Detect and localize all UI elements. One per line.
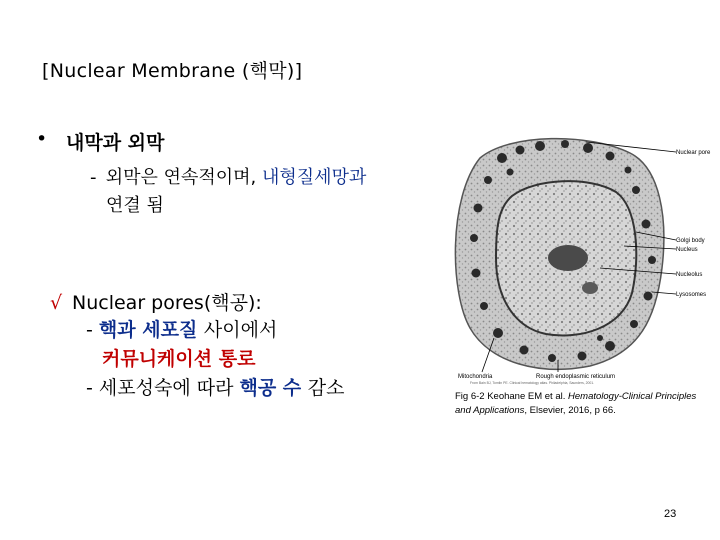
list-item <box>86 374 344 403</box>
sub-text-er: 내형질세망과 <box>262 167 367 188</box>
slide-title: [Nuclear Membrane (핵막)] <box>42 60 303 82</box>
list-dash: - <box>86 319 93 341</box>
nuclear-pores-text: Nuclear pores(핵공): <box>72 292 262 314</box>
list-item-maturation: 세포성숙에 따라 <box>98 377 240 399</box>
caption-prefix: Fig 6-2 Keohane EM et al. <box>455 391 569 402</box>
caption-book-title: Hematology-Clinical Principles and Applications <box>455 391 697 416</box>
list-item <box>86 345 344 374</box>
list-dash: - <box>86 377 93 399</box>
list-item <box>86 316 344 345</box>
label-nucleolus: Nucleolus <box>676 272 703 278</box>
label-mitochondria: Mitochondria <box>458 374 493 380</box>
list-item-decrease: 감소 <box>307 377 345 399</box>
sub-text-connected: 연결 됨 <box>106 195 164 216</box>
sub-text-a: 외막은 연속적이며, <box>105 167 263 188</box>
sub-dash: - <box>90 167 97 188</box>
sub-bullet-outer-membrane <box>90 164 450 220</box>
list-item-nucleus: 핵과 <box>98 319 143 341</box>
figure-caption <box>455 390 705 418</box>
nucleolus-shape <box>548 245 588 271</box>
bullet-inner-outer-membrane: 내막과 외막 <box>66 132 165 154</box>
list-item-cytoplasm: 세포질 <box>142 319 204 341</box>
page-number: 23 <box>664 508 677 520</box>
label-golgi-body: Golgi body <box>676 238 705 244</box>
label-lysosomes: Lysosomes <box>676 292 707 298</box>
check-mark-icon: √ <box>50 292 63 314</box>
cell-micrograph <box>440 128 711 385</box>
list-item-communication-channel: 커뮤니케이션 통로 <box>102 348 256 370</box>
nuclear-pores-list <box>86 316 344 403</box>
list-item-between: 사이에서 <box>203 319 278 341</box>
list-item-pore-count: 핵공 수 <box>239 377 308 399</box>
label-nuclear-pore: Nuclear pore <box>676 150 711 156</box>
bullet-marker: • <box>36 128 48 150</box>
label-rough-er: Rough endoplasmic reticulum <box>536 374 616 380</box>
nuclear-pores-heading <box>50 288 262 315</box>
figure-credit: From Bain BJ, Tomlin PE. Clinical hematology atlas. Philadelphia, Saunders, 2001. <box>470 381 595 385</box>
label-nucleus: Nucleus <box>676 247 698 253</box>
caption-suffix: , Elsevier, 2016, p 66. <box>524 405 616 416</box>
